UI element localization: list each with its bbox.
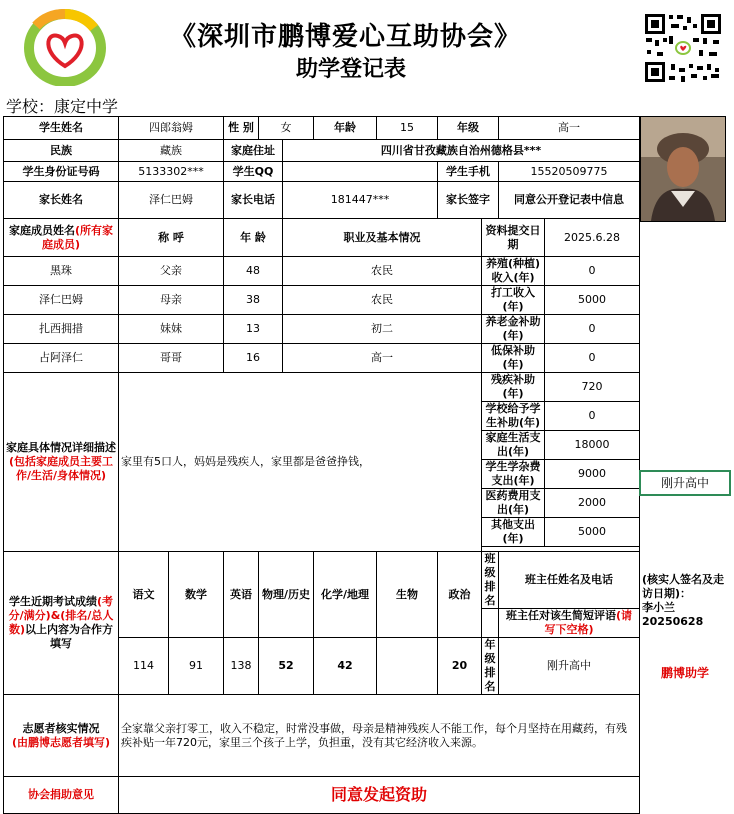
label-phone: 学生手机 (438, 162, 499, 182)
finance-value: 9000 (545, 460, 640, 489)
subject-score: 52 (259, 638, 314, 695)
school-name: 学校：康定中学 (6, 97, 119, 116)
scores-note: (考分/满分)&(排名/总人数) (8, 595, 114, 636)
label-id-number: 学生身份证号码 (4, 162, 119, 182)
student-qq (283, 162, 438, 182)
label-parent-sign: 家长签字 (438, 182, 499, 219)
subject-header: 物理/历史 (259, 552, 314, 638)
label-student-name: 学生姓名 (4, 117, 119, 140)
student-phone: 15520509775 (499, 162, 640, 182)
family-member-name: 黑珠 (4, 257, 119, 286)
subject-score: 42 (314, 638, 377, 695)
family-member-age: 16 (224, 344, 283, 373)
label-grade-rank: 年级排名 (484, 638, 496, 693)
label-age: 年龄 (314, 117, 377, 140)
label-donation-opinion: 协会捐助意见 (4, 777, 119, 814)
label-parent-phone: 家长电话 (224, 182, 283, 219)
student-address: 四川省甘孜藏族自治州德格县*** (283, 140, 640, 162)
family-member-relation: 哥哥 (119, 344, 224, 373)
col-job: 职业及基本情况 (283, 219, 482, 257)
label-ethnicity: 民族 (4, 140, 119, 162)
label-submit-date: 资料提交日期 (482, 219, 545, 257)
finance-value: 0 (545, 315, 640, 344)
family-member-job: 高一 (283, 344, 482, 373)
label-parent-name: 家长姓名 (4, 182, 119, 219)
finance-value: 5000 (545, 518, 640, 547)
finance-value: 5000 (545, 286, 640, 315)
student-gender: 女 (259, 117, 314, 140)
finance-value: 720 (545, 373, 640, 402)
family-member-age: 48 (224, 257, 283, 286)
finance-label: 养殖(种植)收入(年) (482, 257, 545, 286)
teacher-comment: 刚升高中 (499, 638, 640, 695)
parent-name: 泽仁巴姆 (119, 182, 224, 219)
subject-header: 语文 (119, 552, 169, 638)
subject-header: 英语 (224, 552, 259, 638)
col-age: 年 龄 (224, 219, 283, 257)
verifier-signature (642, 573, 732, 629)
family-member-job: 初二 (283, 315, 482, 344)
family-member-name: 泽仁巴姆 (4, 286, 119, 315)
finance-value: 2000 (545, 489, 640, 518)
qr-code (643, 12, 723, 84)
family-member-relation: 母亲 (119, 286, 224, 315)
col-relation: 称 呼 (119, 219, 224, 257)
label-address: 家庭住址 (224, 140, 283, 162)
label-teacher: 班主任姓名及电话 (499, 552, 640, 609)
finance-value: 0 (545, 257, 640, 286)
finance-value: 0 (545, 344, 640, 373)
finance-label: 学校给予学生补助(年) (482, 402, 545, 431)
family-member-name: 占阿泽仁 (4, 344, 119, 373)
finance-label: 打工收入(年) (482, 286, 545, 315)
student-ethnicity: 藏族 (119, 140, 224, 162)
family-member-job: 农民 (283, 257, 482, 286)
association-logo (22, 8, 108, 86)
subject-score: 91 (169, 638, 224, 695)
situation-note: (包括家庭成员主要工作/生活/身体情况) (8, 455, 114, 482)
family-member-age: 38 (224, 286, 283, 315)
finance-label: 医药费用支出(年) (482, 489, 545, 518)
teacher-comment-note: (请写下空格) (544, 609, 633, 636)
form-subtitle: 助学登记表 (296, 56, 407, 82)
organization-name: 鹏博助学 (660, 666, 709, 680)
class-rank (482, 609, 499, 638)
family-member-name: 扎西拥措 (4, 315, 119, 344)
label-class-rank: 班级排名 (482, 552, 499, 609)
subject-score: 20 (438, 638, 482, 695)
donation-opinion: 同意发起资助 (119, 777, 640, 814)
student-id-number: 5133302*** (119, 162, 224, 182)
situation-text: 家里有5口人，妈妈是残疾人，家里都是爸爸挣钱， (119, 373, 482, 552)
finance-label: 低保补助(年) (482, 344, 545, 373)
student-grade: 高一 (499, 117, 640, 140)
finance-value: 0 (545, 402, 640, 431)
label-gender: 性 别 (224, 117, 259, 140)
finance-value: 18000 (545, 431, 640, 460)
submit-date: 2025.6.28 (545, 219, 640, 257)
verifier-date: 20250628 (642, 615, 704, 628)
label-scores: 学生近期考试成绩(考分/满分)&(排名/总人数)以上内容为合作方填写 (4, 552, 119, 695)
grade-rank-cell (482, 638, 499, 695)
label-grade: 年级 (438, 117, 499, 140)
parent-phone: 181447*** (283, 182, 438, 219)
registration-form (3, 116, 640, 814)
verifier-name: 李小兰 (642, 601, 675, 614)
scores-filled-by: 以上内容为合作方填写 (25, 623, 114, 650)
subject-header: 数学 (169, 552, 224, 638)
finance-label: 养老金补助(年) (482, 315, 545, 344)
parent-consent: 同意公开登记表中信息 (499, 182, 640, 219)
label-family-members: 家庭成员姓名(所有家庭成员) (4, 219, 119, 257)
finance-label: 学生学杂费支出(年) (482, 460, 545, 489)
family-members-note: (所有家庭成员) (41, 223, 114, 251)
subject-score: 138 (224, 638, 259, 695)
student-name: 四郎翁姆 (119, 117, 224, 140)
form-header (0, 0, 734, 92)
student-photo (640, 116, 726, 222)
finance-label: 家庭生活支出(年) (482, 431, 545, 460)
volunteer-text: 全家靠父亲打零工，收入不稳定，时常没事做，母亲是精神残疾人不能工作，每个月坚持在用藏药，有残疾补贴一年720元，家里三个孩子上学，负担重，没有其它经济收入来源。 (119, 695, 640, 777)
subject-header: 政治 (438, 552, 482, 638)
subject-score (377, 638, 438, 695)
volunteer-note: (由鹏博志愿者填写) (11, 735, 111, 749)
form-title: 《深圳市鹏博爱心互助协会》 (170, 22, 522, 52)
label-situation: 家庭具体情况详细描述(包括家庭成员主要工作/生活/身体情况) (4, 373, 119, 552)
finance-label: 残疾补助(年) (482, 373, 545, 402)
family-member-relation: 父亲 (119, 257, 224, 286)
label-volunteer: 志愿者核实情况 (由鹏博志愿者填写) (4, 695, 119, 777)
family-member-relation: 妹妹 (119, 315, 224, 344)
family-member-job: 农民 (283, 286, 482, 315)
student-age: 15 (377, 117, 438, 140)
subject-header: 生物 (377, 552, 438, 638)
finance-label: 其他支出(年) (482, 518, 545, 547)
label-teacher-comment: 班主任对该生简短评语(请写下空格) (499, 609, 640, 638)
subject-score: 114 (119, 638, 169, 695)
teacher-contact[interactable]: 刚升高中 (639, 470, 731, 496)
subject-header: 化学/地理 (314, 552, 377, 638)
label-qq: 学生QQ (224, 162, 283, 182)
family-member-age: 13 (224, 315, 283, 344)
verifier-sign-label: (核实人签名及走访日期)： (642, 573, 725, 600)
